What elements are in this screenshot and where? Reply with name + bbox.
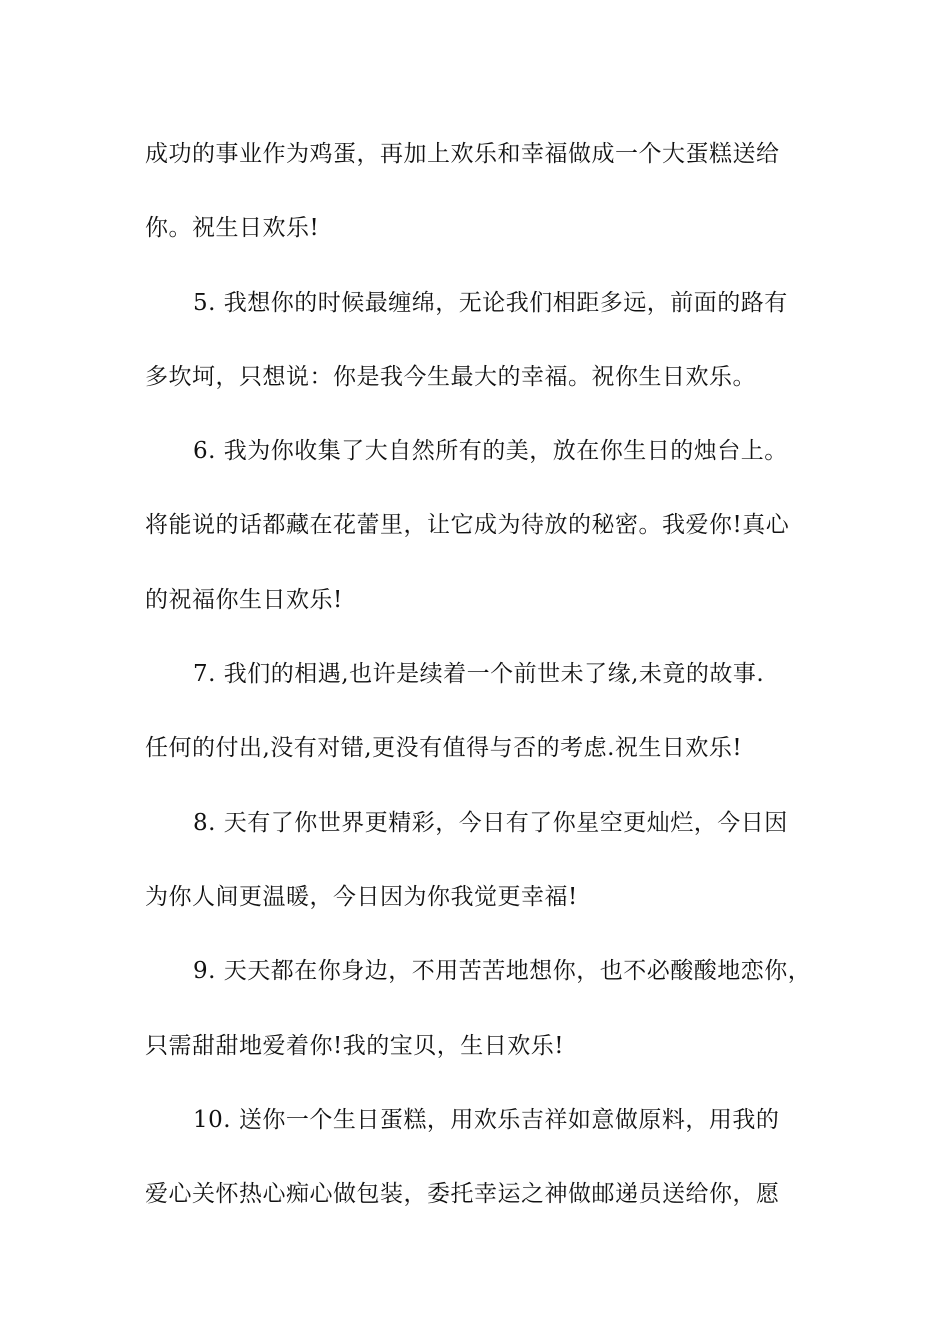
text-line: 为你人间更温暖，今日因为你我觉更幸福! — [145, 883, 578, 910]
text-line: 6. 我为你收集了大自然所有的美，放在你生日的烛台上。 — [193, 438, 788, 465]
body-text — [145, 126, 825, 1240]
text-line: 多坎坷，只想说：你是我今生最大的幸福。祝你生日欢乐。 — [145, 363, 756, 390]
text-line: 你。祝生日欢乐! — [145, 215, 320, 242]
text-line: 的祝福你生日欢乐! — [145, 586, 343, 613]
text-line: 7. 我们的相遇,也许是续着一个前世未了缘,未竟的故事. — [193, 661, 765, 688]
text-line: 8. 天有了你世界更精彩，今日有了你星空更灿烂，今日因 — [193, 809, 788, 836]
text-line: 10. 送你一个生日蛋糕，用欢乐吉祥如意做原料，用我的 — [193, 1106, 780, 1133]
text-line: 5. 我想你的时候最缠绵，无论我们相距多远，前面的路有 — [193, 289, 788, 316]
text-line: 爱心关怀热心痴心做包装，委托幸运之神做邮递员送给你，愿 — [145, 1181, 780, 1208]
text-line: 任何的付出,没有对错,更没有值得与否的考虑.祝生日欢乐! — [145, 735, 743, 762]
text-line: 将能说的话都藏在花蕾里，让它成为待放的秘密。我爱你!真心 — [145, 512, 790, 539]
text-line: 只需甜甜地爱着你!我的宝贝，生日欢乐! — [145, 1032, 564, 1059]
text-line: 9. 天天都在你身边，不用苦苦地想你，也不必酸酸地恋你， — [193, 958, 812, 985]
text-line: 成功的事业作为鸡蛋，再加上欢乐和幸福做成一个大蛋糕送给 — [145, 141, 780, 167]
